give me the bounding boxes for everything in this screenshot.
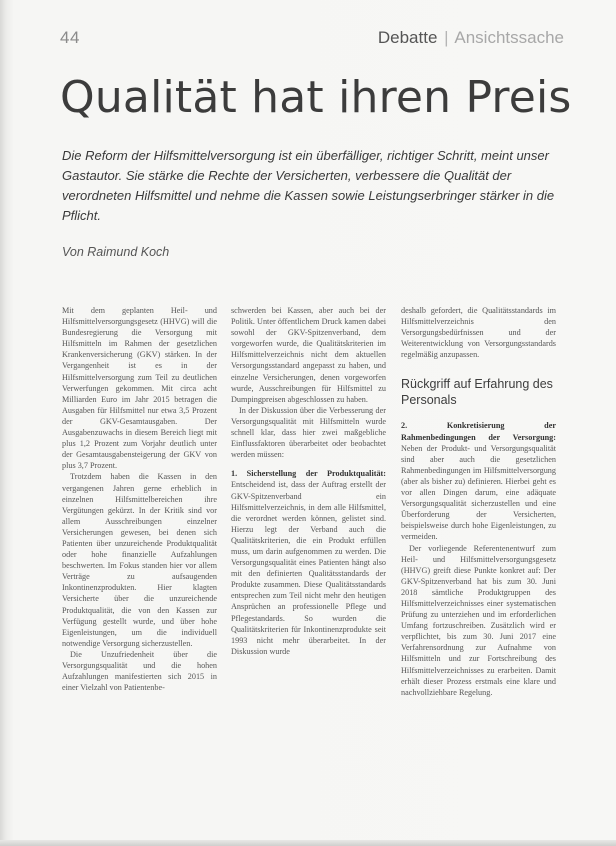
article-title: Qualität hat ihren Preis — [60, 72, 572, 123]
paragraph: In der Diskussion über die Verbesserung der Versorgungsqualität mit Hilfsmitteln wurde schnell klar, dass hier zwei maßgebliche Einflussfaktoren überarbeitet oder beobachtet werden müssen: — [231, 405, 386, 460]
list-item-label: 1. Sicherstellung der Produktqualität: — [231, 469, 386, 479]
article-byline: Von Raimund Koch — [62, 245, 170, 259]
text-column-1 — [62, 305, 217, 693]
list-item-label: 2. Konkretisierung der Rahmenbedingungen der Versorgung: — [401, 421, 556, 442]
paragraph: Mit dem geplanten Heil- und Hilfsmittelversorgungsgesetz (HHVG) will die Bundesregierung die Versorgung mit Hilfsmitteln im Rahmen der gesetzlichen Krankenversicherung (GKV) stärken. In der Vergangenheit ist es in der Hilfsmittelversorgung zum Teil zu deutlichen Verwerfungen gekommen. Mit circa acht Milliarden Euro im Jahr 2015 betragen die Ausgaben für Hilfsmittel nur etwa 3,5 Prozent der GKV-Gesamtausgaben. Der Ausgabenzuwachs in diesem Bereich liegt mit plus 1,2 Prozent zum Vorjahr deutlich unter der Gesamtausgabensteigerung der GKV von plus 3,7 Prozent. — [62, 306, 217, 471]
section-subname: Ansichtssache — [454, 28, 564, 47]
paragraph: Der vorliegende Referentenentwurf zum Heil- und Hilfsmittelversorgungsgesetz (HHVG) greift diese Punkte konkret auf: Der GKV-Spitzenverband hat bis zum 30. Juni 2018 sämtliche Produktgruppen des Hilfsmittelverzeichnisses einer systematischen Prüfung zu unterziehen und im erforderlichen Umfang fortzuschreiben. Zusätzlich wird er verpflichtet, bis zum 30. Juni 2017 eine Verfahrensordnung zur Aufnahme von Hilfsmitteln und zur Fortschreibung des Hilfsmittelverzeichnisses zu erarbeiten. Damit erhält dieser Prozess erstmals eine klare und nachvollziehbare Regelung. — [401, 543, 556, 697]
list-item-product-quality — [231, 468, 386, 657]
list-item-text: Neben der Produkt- und Versorgungsqualität sind aber auch die gesetzlichen Rahmenbedingungen im Hilfsmittelversorgung (aber als bisher zu) definieren. Hierbei geht es vor allen Dingen darum, eine adäquate Versorgungsqualität sicherzustellen und eine Überforderung der Versicherten, beispielsweise durch hohe Eigenleistungen, zu vermeiden. — [401, 443, 556, 542]
list-item-framework — [401, 420, 556, 542]
page-edge — [0, 840, 616, 846]
paragraph: deshalb gefordert, die Qualitätsstandards im Hilfsmittelverzeichnis den Versorgungsbedürfnissen und der Weiterentwicklung von Versorgungsstandards regelmäßig anzupassen. — [401, 306, 556, 360]
text-column-3 — [401, 305, 556, 698]
text-column-2 — [231, 305, 386, 657]
list-item-text: Entscheidend ist, dass der Auftrag erstellt der GKV-Spitzenverband ein Hilfsmittelverzeichnis, in dem alle Hilfsmittel, die verordnet werden können, gelistet sind. Hierzu legt der Verband auch die Qualitätskriterien, die ein Produkt erfüllen muss, um darin aufgenommen zu werden. Die Versorgungsqualität eines Patienten hängt also mit den definierten Qualitätsstandards der Produkte zusammen. Diese Qualitätsstandards entsprechen zum Teil nicht mehr den heutigen Ansprüchen an professionelle Pflege und Pflegestandards. So wurden die Qualitätskriterien für Inkontinenzprodukte seit 1993 nicht mehr überarbeitet. In der Diskussion wurde — [231, 480, 386, 656]
section-separator: | — [444, 28, 449, 47]
article-lead: Die Reform der Hilfsmittelversorgung ist ein überfälliger, richtiger Schritt, meint unser Gastautor. Sie stärke die Rechte der Versicherten, verbessere die Qualität der verordneten Hilfsmittel und nehme die Kassen sowie Leistungserbringer stärker in die Pflicht. — [62, 148, 555, 223]
page-number: 44 — [60, 28, 80, 47]
paragraph: schwerden bei Kassen, aber auch bei der Politik. Unter öffentlichem Druck kamen dabei sowohl der GKV-Spitzenverband, dem vorgeworfen wurde, die Qualitätskriterien im Hilfsmittelverzeichnis nicht dem aktuellen Versorgungsstandard angepasst zu haben, und einzelne Versicherungen, denen vorgeworfen wurde, Ausschreibungen für Hilfsmittel zu Dumpingpreisen abgeschlossen zu haben. — [231, 306, 386, 404]
section-header — [378, 28, 564, 48]
subheading: Rückgriff auf Erfahrung des Personals — [401, 377, 553, 408]
section-name: Debatte — [377, 28, 438, 47]
paragraph: Die Unzufriedenheit über die Versorgungsqualität und die hohen Aufzahlungen manifestierten sich 2015 in einer Vielzahl von Patientenbe- — [62, 649, 217, 693]
paragraph: Trotzdem haben die Kassen in den vergangenen Jahren gerne erheblich in einzelnen Hilfsmittelbereichen ihre Vergütungen gekürzt. In der Kritik sind vor allem Ausschreibungen einzelner Versicherungen gewesen, bei denen sich Patienten über unzureichende Produktqualität oder hohe finanzielle Aufzahlungen beschwerten. Im Fokus standen hier vor allem Verträge zu aufsaugenden Inkontinenzprodukten. Hier klagten Versicherte über die unzureichende Produktqualität, die von den Kassen zur Verfügung gestellt wurde, und über hohe Eigenleistungen, um die individuell notwendige Versorgung sicherzustellen. — [62, 472, 217, 648]
